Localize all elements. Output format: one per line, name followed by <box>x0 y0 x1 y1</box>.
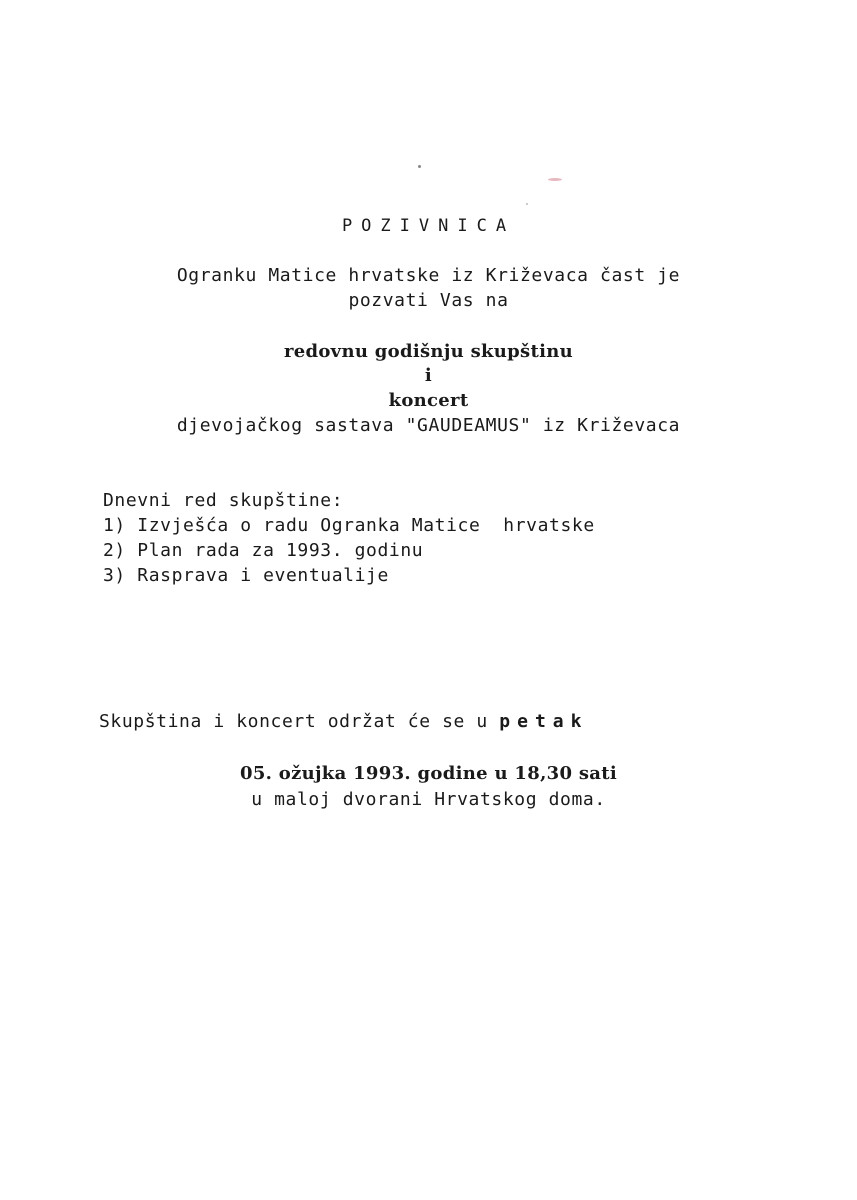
schedule-line <box>99 711 588 733</box>
scan-speck <box>548 178 562 181</box>
concert-heading: koncert <box>388 390 469 411</box>
agenda-item-1: 1) Izvješća o radu Ogranka Matice hrvatske <box>103 515 595 536</box>
schedule-prefix: Skupština i koncert održat će se u <box>99 711 488 732</box>
schedule-location: u maloj dvorani Hrvatskog doma. <box>251 789 606 810</box>
intro-line-1: Ogranku Matice hrvatske iz Križevaca čast je <box>176 265 681 286</box>
schedule-day: petak <box>499 711 589 732</box>
intro-line-2: pozvati Vas na <box>348 290 509 311</box>
assembly-heading: redovnu godišnju skupštinu <box>283 341 574 362</box>
agenda-item-2: 2) Plan rada za 1993. godinu <box>103 540 424 561</box>
invitation-title: POZIVNICA <box>341 216 516 236</box>
conjunction-text: i <box>424 365 433 386</box>
agenda-item-3: 3) Rasprava i eventualije <box>103 565 389 586</box>
scan-speck <box>418 165 421 168</box>
scan-speck <box>526 203 528 205</box>
schedule-date-time: 05. ožujka 1993. godine u 18,30 sati <box>240 763 617 784</box>
agenda-heading: Dnevni red skupštine: <box>103 490 344 511</box>
performer-line: djevojačkog sastava "GAUDEAMUS" iz Križevaca <box>176 415 681 436</box>
